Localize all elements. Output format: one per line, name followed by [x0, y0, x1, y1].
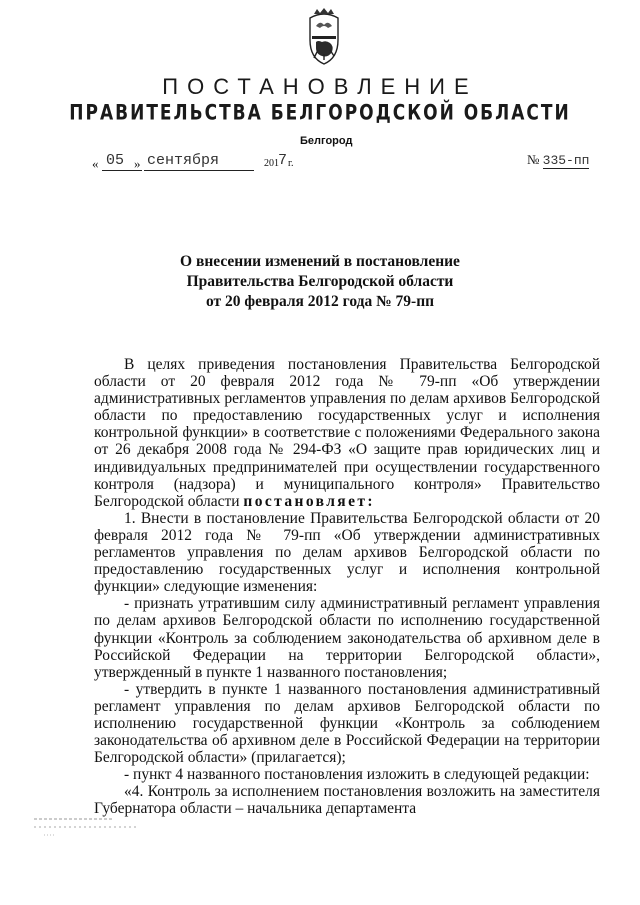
issuer-name: ПРАВИТЕЛЬСТВА БЕЛГОРОДСКОЙ ОБЛАСТИ	[69, 100, 571, 126]
clause-item: - пункт 4 названного постановления изложить в следующей редакции:	[124, 766, 590, 784]
title-line: О внесении изменений в постановление	[180, 253, 460, 270]
date-year-digit: 7	[278, 152, 288, 169]
document-date	[92, 152, 312, 174]
date-year-suffix: г.	[288, 158, 294, 169]
date-underline	[102, 170, 142, 171]
clause-item: «4. Контроль за исполнением постановления возложить на заместителя Губернатора области – начальника департамента	[94, 783, 600, 818]
date-quote-close: »	[134, 156, 141, 171]
number-value: 335-пп	[542, 153, 590, 168]
title-line: от 20 февраля 2012 года № 79-пп	[205, 293, 435, 310]
number-label: №	[527, 152, 540, 167]
resolves-verb: постановляет:	[243, 492, 375, 510]
title-line: Правительства Белгородской области	[186, 273, 454, 290]
month-underline	[144, 170, 254, 171]
date-year-prefix: 201	[264, 158, 279, 169]
coat-of-arms-icon	[300, 6, 348, 68]
date-month: сентября	[147, 152, 220, 169]
document-number	[527, 152, 589, 168]
preamble-paragraph	[94, 356, 600, 510]
clause-paragraph: 1. Внести в постановление Правительства Белгородской области от 20 февраля 2012 года № 79-пп «Об утверждении административных регламентов управления по делам архивов Белгородской области по предоставлению государственных услуг и исполнения контрольной функции» следующие изменения:	[94, 509, 600, 596]
clause-item: - признать утратившим силу административный регламент управления по делам архивов Белгородской области по исполнению государственной функции «Контроль за соблюдением законодательства об архивном деле в Российской Федерации на территории Белгородской области», утвержденный в пункте 1 названного постановления;	[94, 595, 600, 681]
registration-stamp	[34, 815, 144, 841]
city-name: Белгород	[300, 135, 353, 147]
clause-item: - утвердить в пункте 1 названного постановления административный регламент управления по делам архивов Белгородской области по исполнению государственной функции «Контроль за соблюдением законодательства об архивном деле в Российской Федерации на территории Белгородской области» (прилагается);	[94, 680, 600, 767]
document-type: ПОСТАНОВЛЕНИЕ	[162, 74, 478, 99]
date-quote-open: «	[92, 156, 99, 171]
date-day: 05	[106, 152, 125, 169]
document-title	[0, 252, 640, 312]
preamble-text: В целях приведения постановления Правительства Белгородской области от 20 февраля 2012 года № 79-пп «Об утверждении административных регламентов управления по делам архивов Белгородской области по предоставлению государственных услуг и исполнения контрольной функции» в соответствие с положениями Федерального закона от 26 декабря 2008 года № 294-ФЗ «О защите прав юридических лиц и индивидуальных предпринимателей при осуществлении государственного контроля (надзора) и муниципального контроля» Правительство Белгородской области	[94, 356, 600, 510]
document-body	[94, 356, 600, 818]
